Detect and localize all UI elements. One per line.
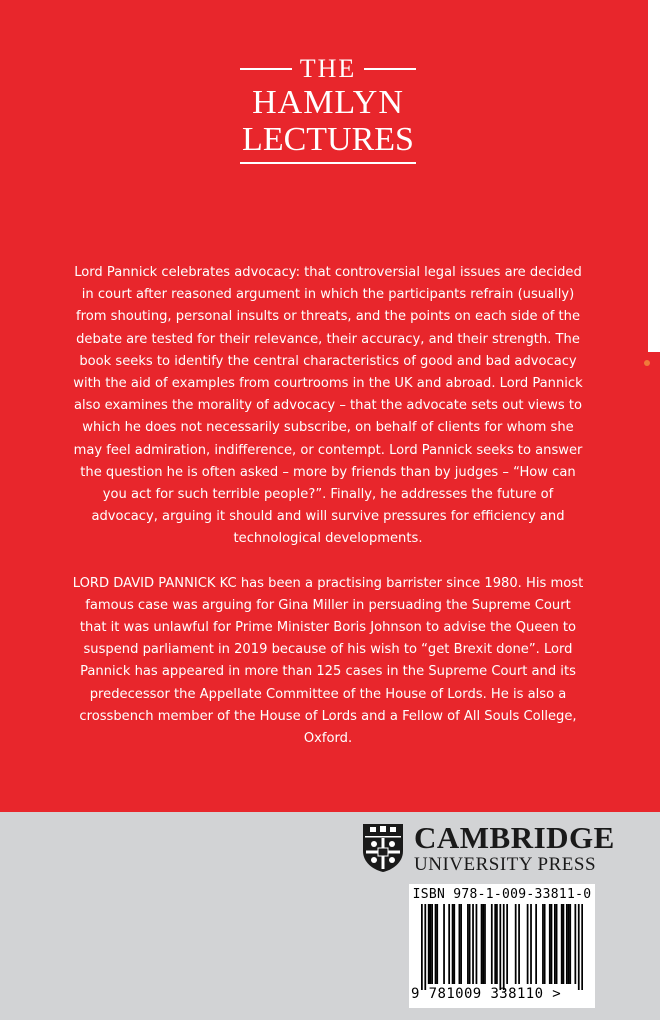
spine-edge-strip [648,0,660,352]
barcode-bar [563,904,565,984]
barcode-bar [472,904,474,984]
isbn-label: ISBN 978-1-009-33811-0 [412,887,592,902]
barcode-bar [491,904,493,984]
barcode-bar [542,904,544,984]
barcode-bar [435,904,437,984]
barcode-bar [530,904,532,984]
barcode-bar [436,904,438,984]
barcode-bar [476,904,478,984]
barcode-bars [421,904,583,990]
cover-blurb [70,262,586,750]
barcode-bar [574,904,576,984]
barcode-bar [453,904,455,984]
blurb-book-description: Lord Pannick celebrates advocacy: that controversial legal issues are decided in court after reasoned argument in which the participants refrain (usually) from shouting, personal insults or threats, and the points on each side of the debate are tested for their relevance, their accuracy, and their strength. The book seeks to identify the central characteristics of good and bad advocacy with the aid of examples from courtrooms in the UK and abroad. Lord Pannick also examines the morality of advocacy – that the advocate sets out views to which he does not necessarily subscribe, on behalf of clients for whom she may feel admiration, indifference, or contempt. Lord Pannick seeks to answer the question he is often asked – more by friends than by judges – “How can you act for such terrible people?”. Finally, he addresses the future of advocacy, arguing it should and will survive pressures for efficiency and technological developments. [73,265,583,547]
barcode-bar [561,904,563,984]
barcode-bar [459,904,461,984]
barcode-bar [496,904,498,984]
series-left-rule [240,68,292,70]
barcode-bar [569,904,571,984]
barcode-bar [481,904,483,984]
barcode-bar [503,904,505,990]
barcode-bar [554,904,556,984]
blurb-author-bio: LORD DAVID PANNICK KC has been a practising barrister since 1980. His most famous case was arguing for Gina Miller in persuading the Supreme Court that it was unlawful for Prime Minister Boris Johnson to advise the Queen to suspend parliament in 2019 because of his wish to “get Brexit done”. Lord Pannick has appeared in more than 125 cases in the Supreme Court and its predecessor the Appellate Committee of the House of Lords. He is also a crossbench member of the House of Lords and a Fellow of All Souls College, Oxford. [72,575,584,747]
barcode-bar [518,904,520,984]
barcode-bar [484,904,486,984]
isbn-barcode [409,884,595,1008]
series-logo [240,56,416,164]
barcode-bar [551,904,553,984]
publisher-name [414,822,615,874]
barcode-bar [460,904,462,984]
ean-digits: 9 781009 338110 > [411,986,562,1002]
barcode-bar [568,904,570,984]
barcode-bar [578,904,580,990]
barcode-bar [549,904,551,984]
series-top-row [240,56,416,82]
publisher-name-line1: CAMBRIDGE [414,820,615,855]
barcode-bar [428,904,430,984]
barcode-bar [544,904,546,984]
barcode-bar [448,904,450,984]
barcode-bar [556,904,558,984]
barcode-bar [443,904,445,984]
barcode-bar [467,904,469,984]
barcode-bar [494,904,496,984]
barcode-bar [424,904,426,990]
barcode-bar [421,904,423,990]
barcode-bar [535,904,537,984]
series-right-rule [364,68,416,70]
barcode-bar [566,904,568,984]
publisher-logo [362,822,615,874]
barcode-bar [452,904,454,984]
series-line-the: THE [299,54,357,83]
barcode-bar [469,904,471,984]
series-line-hamlyn: HAMLYN [252,84,404,121]
barcode-bar [482,904,484,984]
spine-dot-mark [644,360,650,366]
series-line-lectures: LECTURES [242,121,414,158]
barcode-bar [527,904,529,984]
barcode-bar [431,904,433,984]
publisher-name-line2: UNIVERSITY PRESS [414,854,597,875]
barcode-bar [581,904,583,990]
series-bottom-rule [240,162,416,164]
cambridge-crest-icon [362,823,404,873]
barcode-bar [430,904,432,984]
barcode-bar [499,904,501,990]
barcode-bar [515,904,517,984]
barcode-bar [506,904,508,984]
